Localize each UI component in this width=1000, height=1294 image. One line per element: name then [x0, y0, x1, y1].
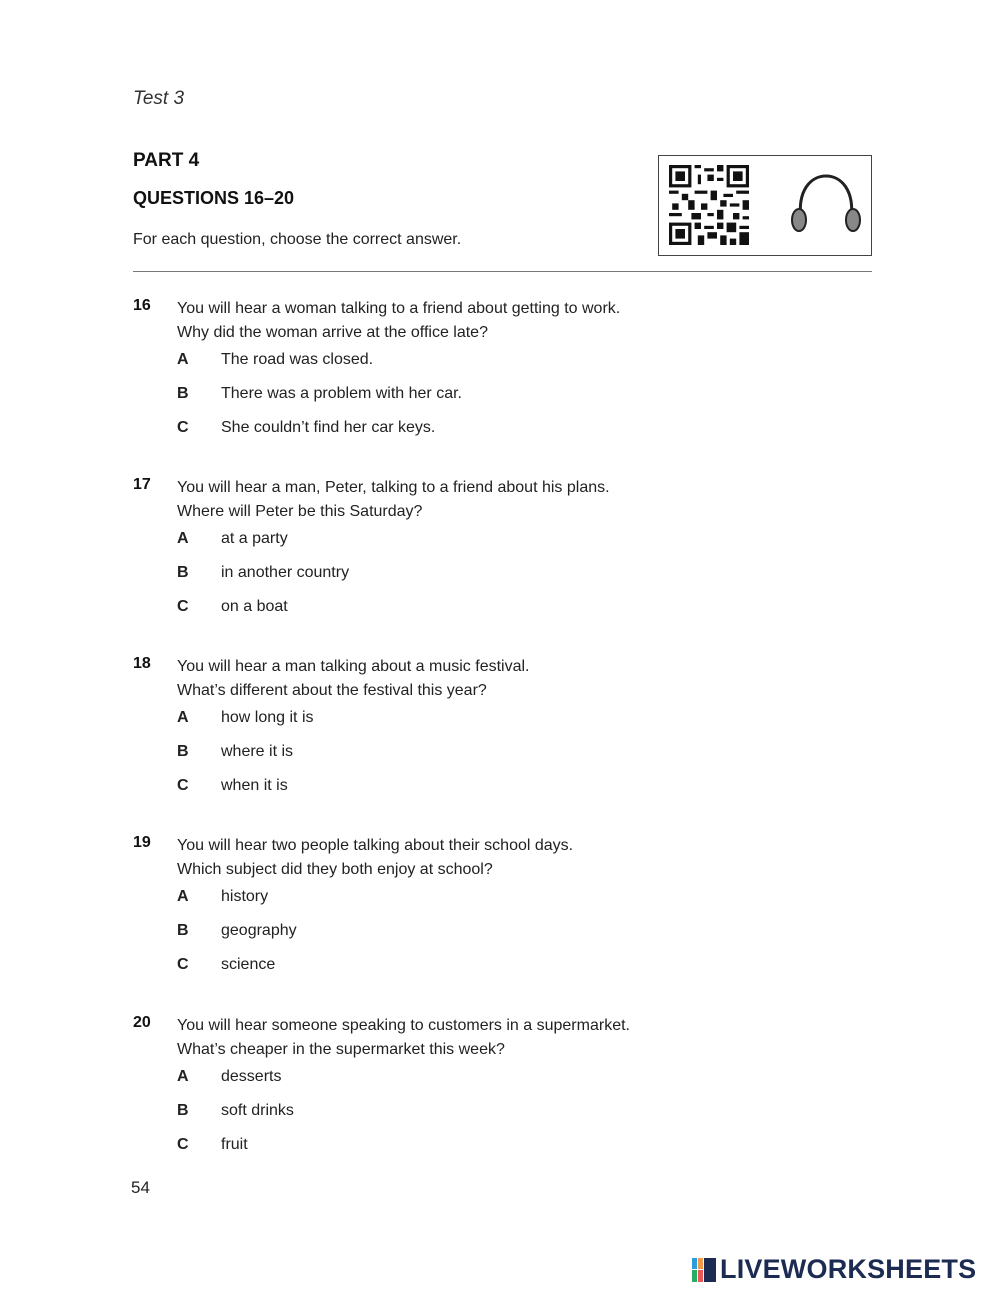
option-text: She couldn’t find her car keys.	[221, 419, 436, 436]
page-number: 54	[131, 1178, 150, 1197]
question-text	[177, 476, 817, 524]
option-letter: C	[177, 419, 189, 436]
option-text: soft drinks	[221, 1102, 294, 1119]
question-text	[177, 655, 817, 703]
liveworksheets-logo-icon	[692, 1258, 716, 1282]
option-text: science	[221, 956, 276, 973]
option-text: on a boat	[221, 598, 288, 615]
option-letter: B	[177, 922, 189, 939]
option-text: history	[221, 888, 269, 905]
question-context: You will hear a man, Peter, talking to a friend about his plans.	[177, 479, 610, 496]
question-prompt: Why did the woman arrive at the office late?	[177, 324, 488, 341]
question-number: 16	[133, 297, 151, 314]
headphones-icon[interactable]	[785, 172, 867, 240]
question-prompt: Which subject did they both enjoy at school?	[177, 861, 493, 878]
option-text: where it is	[221, 743, 294, 760]
question-number: 18	[133, 655, 151, 672]
question-number: 20	[133, 1014, 151, 1031]
part-heading: PART 4	[133, 150, 200, 171]
option-text: how long it is	[221, 709, 314, 726]
option-letter: C	[177, 598, 189, 615]
question-number: 17	[133, 476, 151, 493]
option-text: There was a problem with her car.	[221, 385, 462, 402]
question-prompt: What’s cheaper in the supermarket this week?	[177, 1041, 505, 1058]
question-range-heading: QUESTIONS 16–20	[133, 188, 295, 208]
option-letter: B	[177, 1102, 189, 1119]
option-text: in another country	[221, 564, 350, 581]
brand-name: LIVEWORKSHEETS	[720, 1254, 977, 1284]
option-letter: C	[177, 777, 189, 794]
option-text: when it is	[221, 777, 288, 794]
option-text: at a party	[221, 530, 288, 547]
option-letter: A	[177, 351, 189, 368]
question-context: You will hear someone speaking to customers in a supermarket.	[177, 1017, 630, 1034]
question-context: You will hear two people talking about their school days.	[177, 837, 574, 854]
question-prompt: What’s different about the festival this year?	[177, 682, 487, 699]
option-letter: C	[177, 1136, 189, 1153]
option-letter: C	[177, 956, 189, 973]
option-letter: A	[177, 1068, 189, 1085]
instructions: For each question, choose the correct answer.	[133, 231, 462, 248]
question-context: You will hear a woman talking to a friend about getting to work.	[177, 300, 621, 317]
option-text: fruit	[221, 1136, 248, 1153]
option-letter: B	[177, 743, 189, 760]
option-letter: A	[177, 888, 189, 905]
question-text	[177, 297, 817, 345]
option-letter: B	[177, 564, 189, 581]
option-letter: B	[177, 385, 189, 402]
option-letter: A	[177, 709, 189, 726]
option-text: desserts	[221, 1068, 282, 1085]
question-number: 19	[133, 834, 151, 851]
audio-media-box[interactable]	[658, 155, 872, 256]
question-text	[177, 1014, 817, 1062]
question-text	[177, 834, 817, 882]
question-context: You will hear a man talking about a music festival.	[177, 658, 530, 675]
option-letter: A	[177, 530, 189, 547]
qr-code-icon[interactable]	[669, 165, 749, 245]
option-text: geography	[221, 922, 297, 939]
section-divider	[133, 271, 872, 272]
question-prompt: Where will Peter be this Saturday?	[177, 503, 423, 520]
option-text: The road was closed.	[221, 351, 374, 368]
test-label: Test 3	[133, 88, 185, 109]
